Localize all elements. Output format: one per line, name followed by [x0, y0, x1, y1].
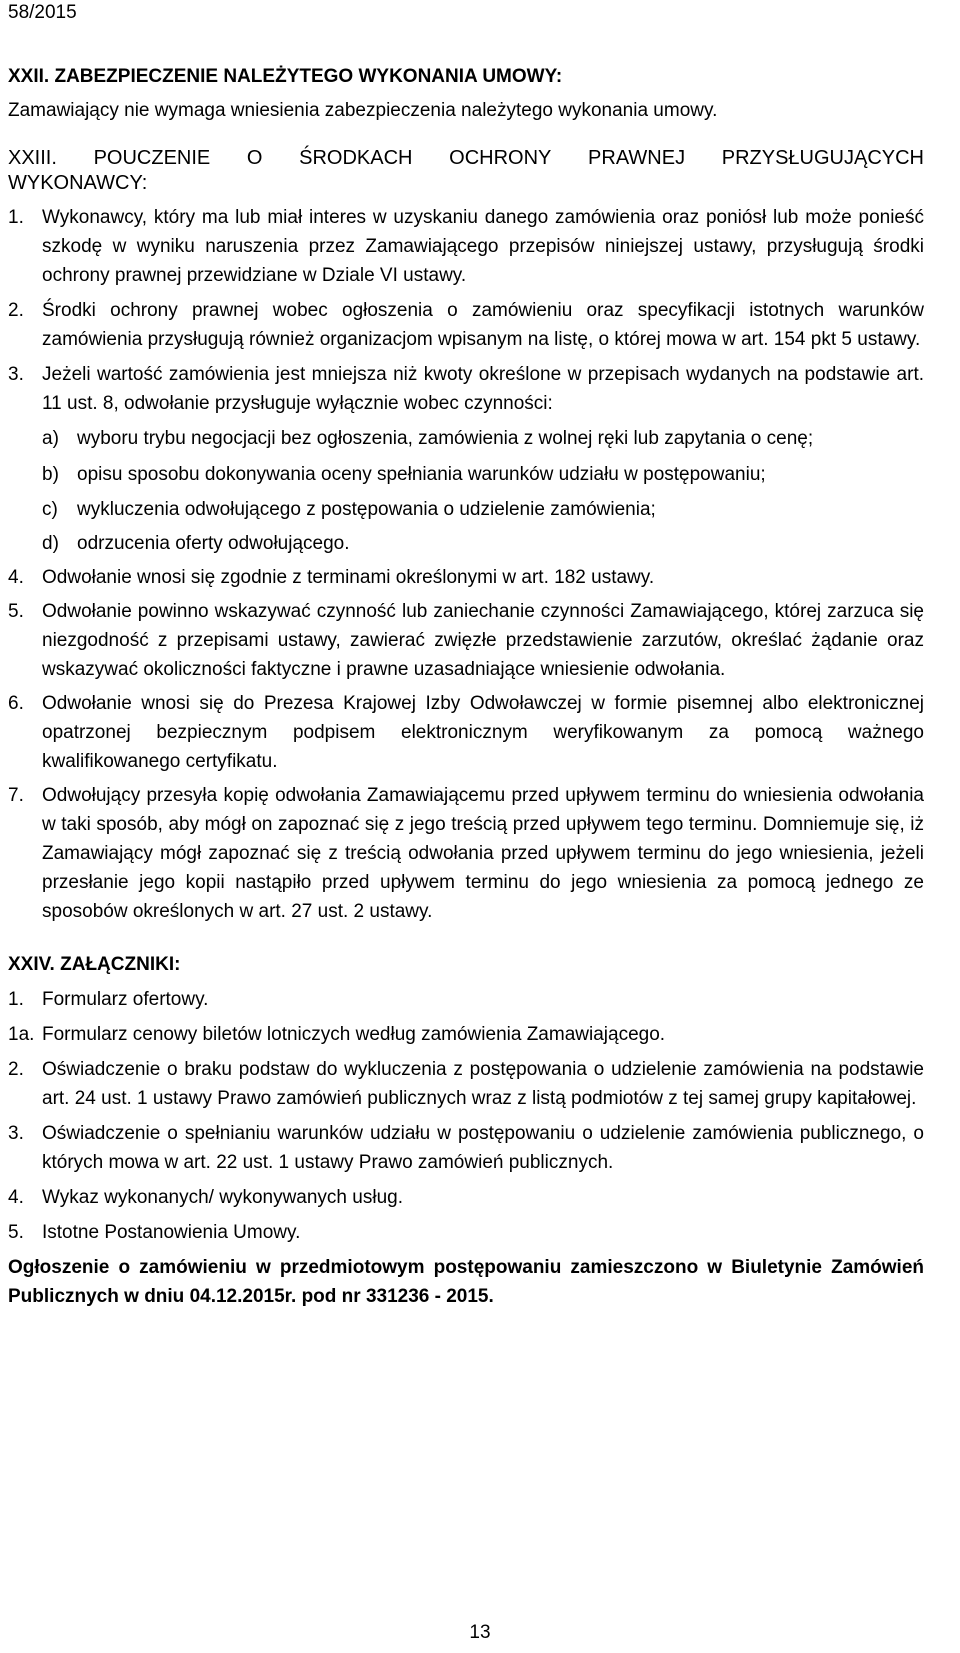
sub-item-letter: a) — [42, 428, 59, 449]
title-word: POUCZENIE — [93, 147, 211, 169]
section-22-title: XXII. ZABEZPIECZENIE NALEŻYTEGO WYKONANIA UMOWY: — [8, 66, 563, 87]
list-number: 1. — [8, 207, 24, 228]
sub-item — [42, 529, 924, 558]
list-text: Jeżeli wartość zamówienia jest mniejsza niż kwoty określone w przepisach wydanych na podstawie art. 11 ust. 8, odwołanie przysługuje wyłącznie wobec czynności: — [42, 364, 924, 414]
list-number: 3. — [8, 1123, 24, 1144]
list-number: 7. — [8, 785, 24, 806]
list-item — [8, 203, 924, 290]
list-number: 6. — [8, 693, 24, 714]
list-number: 4. — [8, 567, 24, 588]
list-text: Odwołujący przesyła kopię odwołania Zamawiającemu przed upływem terminu do wniesienia odwołania w taki sposób, aby mógł on zapoznać się z jego treścią przed upływem tego terminu. Domniemuje się, iż Zamawiający mógł zapoznać się z treścią odwołania przed upływem terminu do jego wniesienia, jeżeli przesłanie jego kopii nastąpiło przed upływem terminu do jego wniesienia za pomocą jednego ze sposobów określonych w art. 27 ust. 2 ustawy. — [42, 785, 924, 922]
sub-item-letter: d) — [42, 533, 59, 554]
sub-item — [42, 460, 924, 489]
sub-item-text: opisu sposobu dokonywania oceny spełniania warunków udziału w postępowaniu; — [77, 464, 766, 485]
list-number: 5. — [8, 601, 24, 622]
sub-item-text: wyboru trybu negocjacji bez ogłoszenia, zamówienia z wolnej ręki lub zapytania o cenę; — [77, 428, 814, 449]
list-number: 4. — [8, 1187, 24, 1208]
list-text: Formularz ofertowy. — [42, 989, 209, 1010]
list-text: Środki ochrony prawnej wobec ogłoszenia o zamówieniu oraz specyfikacji istotnych warunków zamówienia przysługują również organizacjom wpisanym na listę, o której mowa w art. 154 pkt 5 ustawy. — [42, 300, 924, 350]
page-number: 13 — [469, 1622, 491, 1643]
list-text: Odwołanie wnosi się zgodnie z terminami określonymi w art. 182 ustawy. — [42, 567, 655, 588]
list-item — [8, 781, 924, 926]
list-text: Istotne Postanowienia Umowy. — [42, 1222, 301, 1243]
sub-item-letter: c) — [42, 499, 58, 520]
page-content — [8, 40, 924, 1311]
list-text: Wykaz wykonanych/ wykonywanych usług. — [42, 1187, 403, 1208]
list-text: Odwołanie powinno wskazywać czynność lub zaniechanie czynności Zamawiającego, której zarzuca się niezgodność z przepisami ustawy, zawierać zwięzłe przedstawienie zarzutów, określać żądanie oraz wskazywać okoliczności faktyczne i prawne uzasadniające wniesienie odwołania. — [42, 601, 924, 680]
list-text: Oświadczenie o spełnianiu warunków udziału w postępowaniu o udzielenie zamówienia publicznego, o których mowa w art. 22 ust. 1 ustawy Prawo zamówień publicznych. — [42, 1123, 924, 1173]
list-number: 5. — [8, 1222, 24, 1243]
list-text: Wykonawcy, który ma lub miał interes w uzyskaniu danego zamówienia oraz poniósł lub może ponieść szkodę w wyniku naruszenia przez Zamawiającego przepisów niniejszej ustawy, przysługują środki ochrony prawnej przewidziane w Dziale VI ustawy. — [42, 207, 924, 286]
sub-item — [42, 495, 924, 524]
list-text: Oświadczenie o braku podstaw do wykluczenia z postępowania o udzielenie zamówienia na podstawie art. 24 ust. 1 ustawy Prawo zamówień publicznych wraz z listą podmiotów z tej samej grupy kapitałowej. — [42, 1059, 924, 1109]
sub-item-text: odrzucenia oferty odwołującego. — [77, 533, 350, 554]
title-word: ŚRODKACH — [299, 147, 413, 169]
document-id: 58/2015 — [8, 2, 77, 23]
list-number: 3. — [8, 364, 24, 385]
list-item — [8, 1218, 924, 1247]
sub-item-letter: b) — [42, 464, 59, 485]
section-22-body: Zamawiający nie wymaga wniesienia zabezpieczenia należytego wykonania umowy. — [8, 100, 718, 121]
sub-item — [42, 424, 924, 453]
list-item — [8, 689, 924, 776]
title-word: PRAWNEJ — [588, 147, 686, 169]
list-item — [8, 296, 924, 354]
title-word: O — [246, 147, 263, 169]
title-word: PRZYSŁUGUJĄCYCH — [721, 147, 924, 169]
list-item — [8, 1119, 924, 1177]
list-item — [8, 597, 924, 684]
list-number: 1. — [8, 989, 24, 1010]
list-item — [8, 360, 924, 418]
list-number: 1a. — [8, 1024, 35, 1045]
section-23-title-line2: WYKONAWCY: — [8, 172, 148, 194]
list-item — [8, 985, 924, 1014]
list-item — [8, 563, 924, 592]
list-item — [8, 1055, 924, 1113]
sub-item-text: wykluczenia odwołującego z postępowania o udzielenie zamówienia; — [77, 499, 656, 520]
list-text: Odwołanie wnosi się do Prezesa Krajowej Izby Odwoławczej w formie pisemnej albo elektronicznej opatrzonej bezpiecznym podpisem elektronicznym weryfikowanym za pomocą ważnego kwalifikowanego certyfikatu. — [42, 693, 924, 772]
title-word: XXIII. — [8, 147, 57, 169]
list-item — [8, 1183, 924, 1212]
list-text: Formularz cenowy biletów lotniczych według zamówienia Zamawiającego. — [42, 1024, 666, 1045]
title-word: OCHRONY — [449, 147, 552, 169]
publication-notice: Ogłoszenie o zamówieniu w przedmiotowym postępowaniu zamieszczono w Biuletynie Zamówień Publicznych w dniu 04.12.2015r. pod nr 331236 - 2015. — [8, 1257, 924, 1307]
section-24-title: XXIV. ZAŁĄCZNIKI: — [8, 954, 181, 975]
list-number: 2. — [8, 1059, 24, 1080]
list-item — [8, 1020, 924, 1049]
list-number: 2. — [8, 300, 24, 321]
